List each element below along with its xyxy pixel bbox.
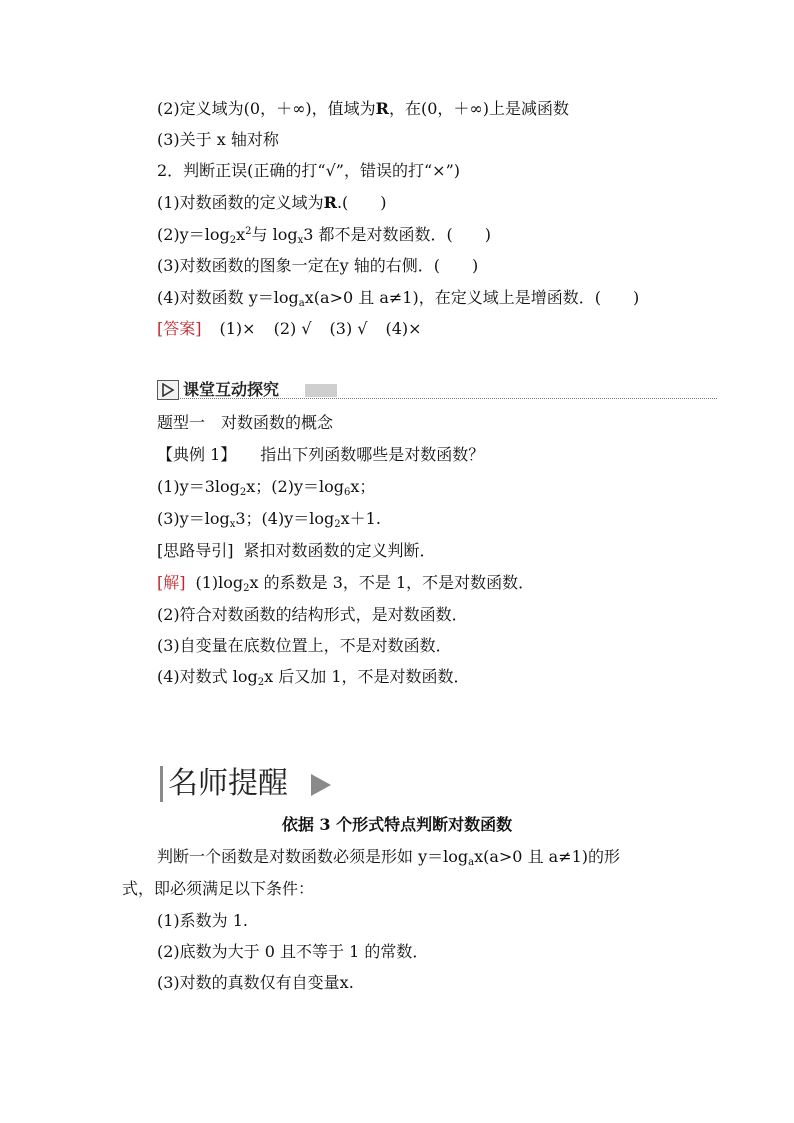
solution-line-2: (2)符合对数函数的结构形式，是对数函数． [157,605,468,624]
solution-line-1: [解] $(1)\log_2x$ 的系数是 3，不是 1，不是对数函数． [157,573,535,594]
tip-condition-1: (1)系数为 1. [157,911,249,930]
section-decoration [305,384,337,397]
play-arrow-icon [157,380,179,400]
tip-paragraph-line-1: 判断一个函数是对数函数必须是形如 $y=\log_ax(a>0$ 且 a≠1)的形 [157,847,621,868]
triangle-arrow-icon [310,773,332,797]
question-type-title: 题型一 对数函数的概念 [157,413,334,432]
example-label: 【典例 1】 [157,445,237,464]
section-header [157,379,717,401]
section-title: 课堂互动探究 [183,380,280,399]
tip-header-text: 名师提醒 [168,766,288,801]
tf-item-4: (4)对数函数 $y=\log_ax(a>0$ 且 a≠1)，在定义域上是增函数．( ) [157,288,640,309]
example-question: 【典例 1】 指出下列函数哪些是对数函数？ [157,445,485,464]
tf-item-1: (1)对数函数的定义域为R.( ) [157,193,387,212]
hint-line: [思路导引] 紧扣对数函数的定义判断． [157,541,436,560]
tip-title: 依据 3 个形式特点判断对数函数 [281,815,513,834]
example-functions-1: $(1)y=3\log_2x$；$(2)y=\log_6x$； [157,477,376,498]
property-domain-line: (2)定义域为(0，＋∞)，值域为R，在(0，＋∞)上是减函数 [157,99,569,118]
solution-label: [解] [157,573,186,592]
tip-condition-2: (2)底数为大于 0 且不等于 1 的常数． [157,942,429,961]
tip-vertical-bar [160,766,163,802]
tip-condition-3: (3)对数的真数仅有自变量x. [157,973,354,992]
answer-line: [答案] (1)× (2) √ (3) √ (4)× [157,319,422,338]
answer-label: [答案] [157,319,202,338]
tf-item-2: $(2)y=\log_2x^2$与 $\log_x3$ 都不是对数函数．( ) [157,225,491,246]
hint-label: [思路导引] [157,541,234,560]
example-functions-2: $(3)y=\log_x3$；$(4)y=\log_2x+1$. [157,509,381,530]
tf-item-3: (3)对数函数的图象一定在y 轴的右侧．( ) [157,256,479,275]
tip-paragraph-line-2: 式，即必须满足以下条件： [122,879,315,898]
solution-line-3: (3)自变量在底数位置上，不是对数函数． [157,636,452,655]
property-symmetry-line: (3)关于 x 轴对称 [157,130,279,149]
true-false-instruction: 2．判断正误(正确的打“√”，错误的打“×”) [157,161,460,180]
solution-line-4: (4)对数式 $\log_2x$ 后又加 1，不是对数函数． [157,667,470,688]
